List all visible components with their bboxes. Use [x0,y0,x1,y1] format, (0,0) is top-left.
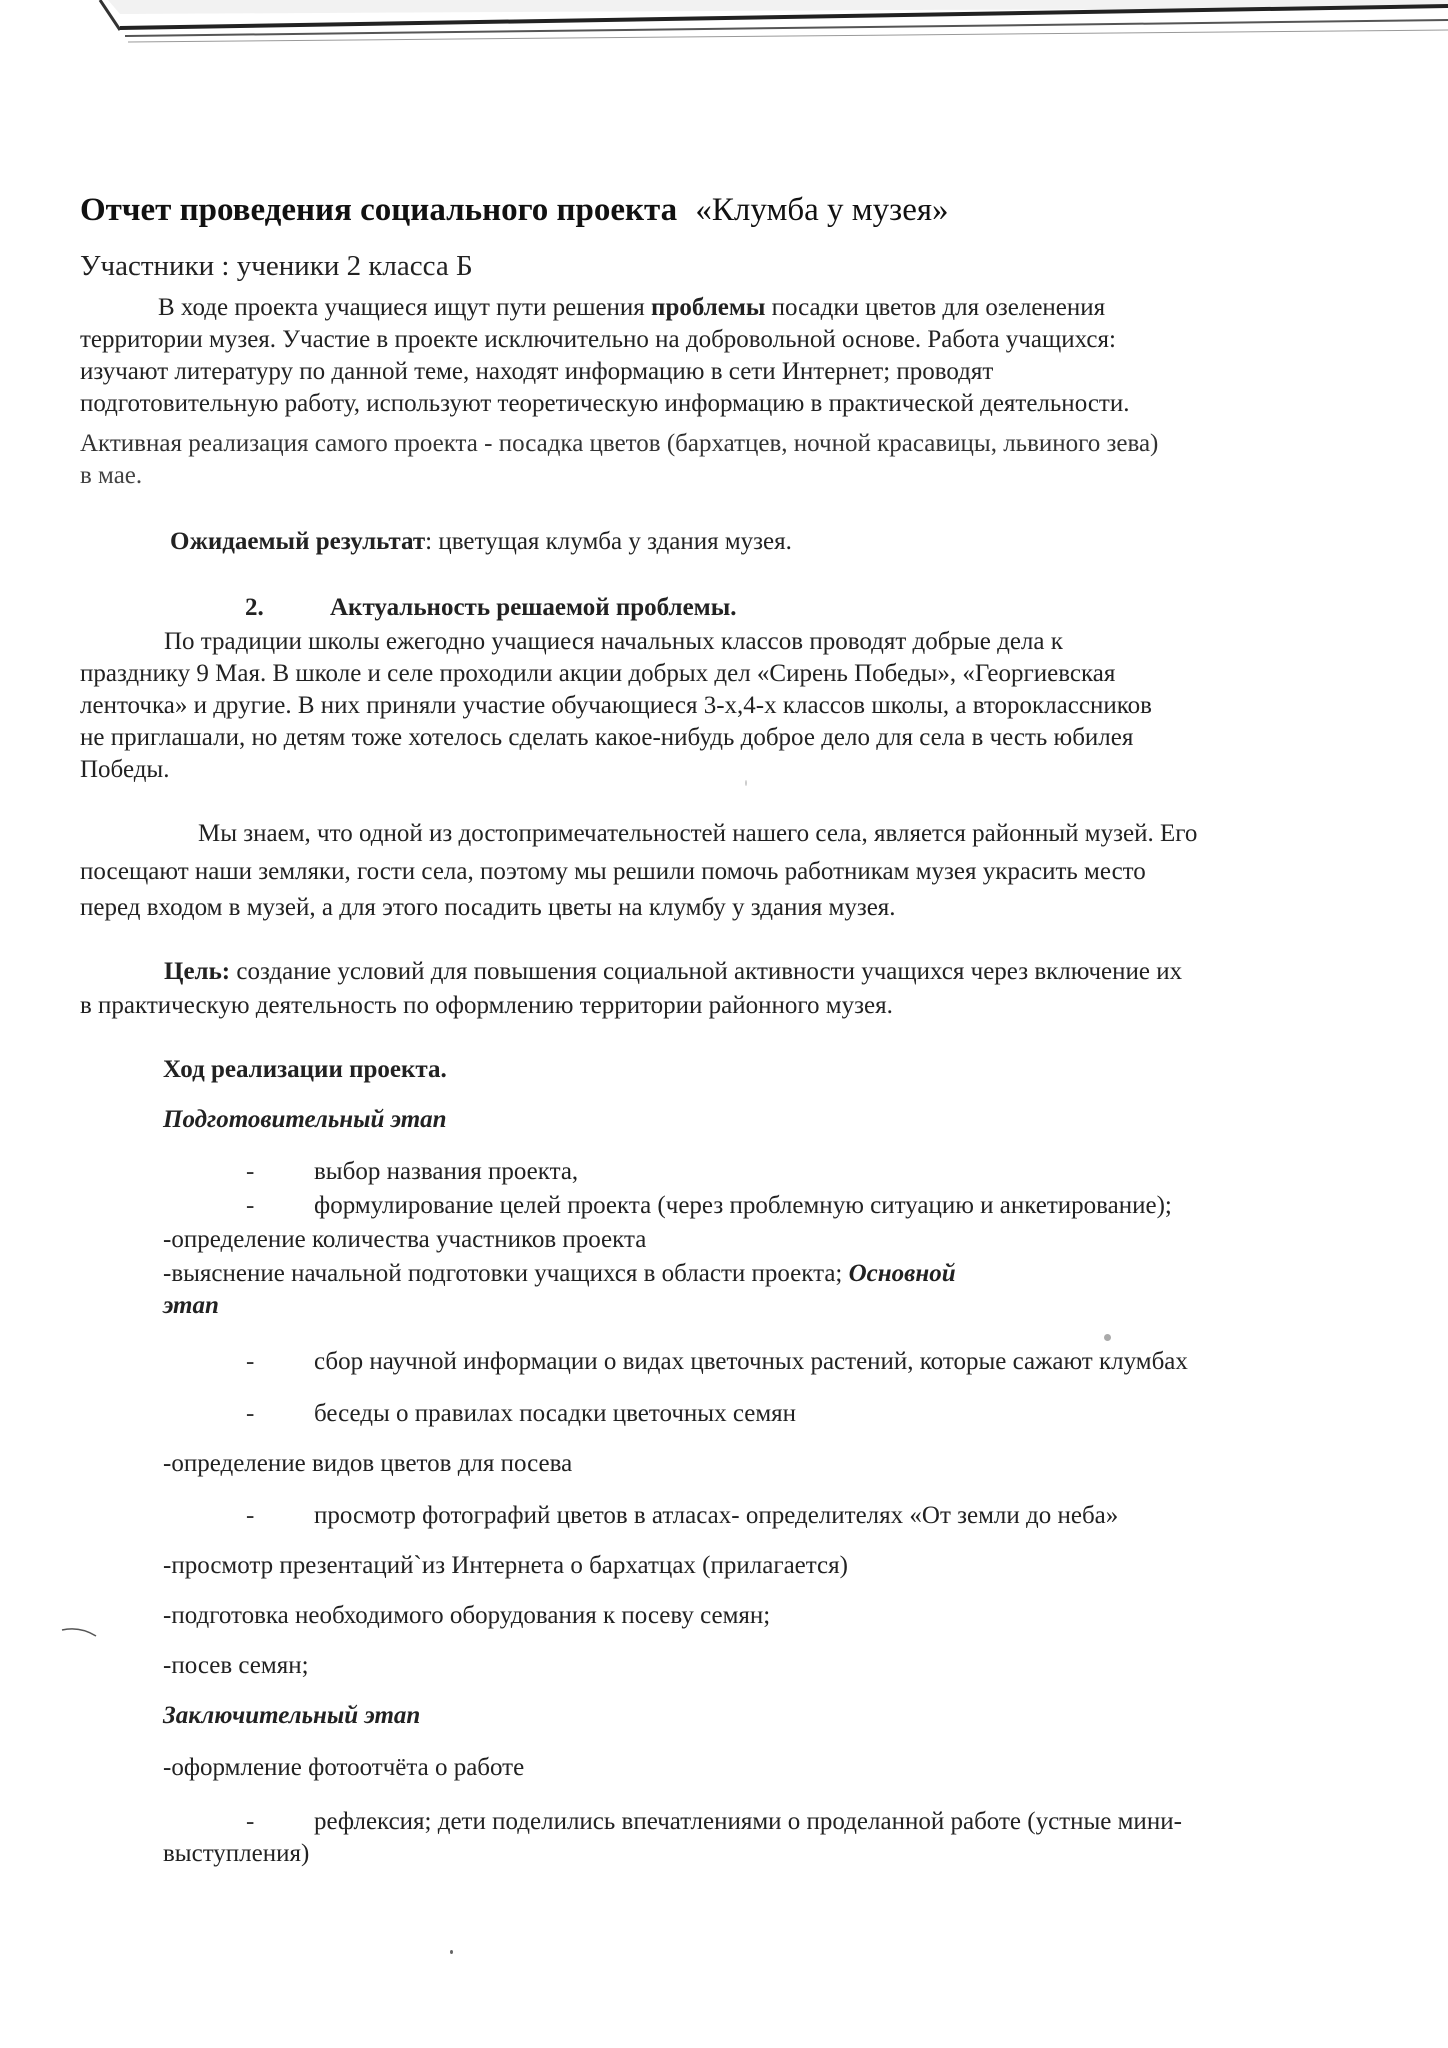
goal-line-1 [164,956,1182,988]
main-item-2: беседы о правилах посадки цветочных семян [314,1400,797,1427]
main-item-5: -просмотр презентаций`из Интернета о бархатцах (прилагается) [163,1552,848,1579]
prep-item-4 [163,1258,956,1290]
main-item-1: сбор научной информации о видах цветочных растений, которые сажают клумбах [314,1348,1188,1375]
intro-text-a: В ходе проекта учащиеся ищут пути решения [158,294,652,321]
stage-final-heading: Заключительный этап [163,1702,421,1729]
main-dash-2: - [246,1400,255,1427]
stage-prep-heading: Подготовительный этап [163,1106,447,1133]
main-item-7: -посев семян; [163,1652,309,1679]
section-2-number: 2. [245,594,264,621]
intro-line-3: изучают литературу по данной теме, находят информацию в сети Интернет; проводят [80,358,994,385]
goal-line-2: в практическую деятельность по оформлению территории районного музея. [80,992,893,1019]
museum-line-2: посещают наши земляки, гости села, поэтому мы решили помочь работникам музея украсить место [80,858,1146,885]
prep-item-2: формулирование целей проекта (через проблемную ситуацию и анкетирование); [314,1192,1172,1219]
museum-line-3: перед входом в музей, а для этого посадить цветы на клумбу у здания музея. [80,894,896,921]
section-2-line-5: Победы. [80,756,170,783]
intro-line-4: подготовительную работу, используют теоретическую информацию в практической деятельности. [80,390,1130,417]
scan-speck [745,780,747,786]
section-2-line-3: ленточка» и другие. В них приняли участие обучающиеся 3-х,4-х классов школы, а второклассников [80,692,1152,719]
participants-line: Участники : ученики 2 класса Б [80,250,473,282]
final-item-3: выступления) [163,1840,310,1867]
intro-text-c: посадки цветов для озеленения [765,294,1106,321]
scan-speck [450,1950,453,1954]
section-2-line-4: не приглашали, но детям тоже хотелось сделать какое-нибудь доброе дело для села в честь юбилея [80,724,1134,751]
title-bold: Отчет проведения социального проекта [80,192,678,228]
title-quote: «Клумба у музея» [695,192,949,228]
intro-line-2: территории музея. Участие в проекте исключительно на добровольной основе. Работа учащихся: [80,326,1116,353]
expected-result [170,526,792,558]
prep-item-1: выбор названия проекта, [314,1158,579,1185]
prep-dash-2: - [246,1192,255,1219]
intro-line-5: Активная реализация самого проекта - посадка цветов (бархатцев, ночной красавицы, львиного зева) [80,430,1159,457]
prep-item-3: -определение количества участников проекта [163,1226,647,1253]
final-item-2: рефлексия; дети поделились впечатлениями о проделанной работе (устные мини- [314,1808,1182,1835]
progress-heading: Ход реализации проекта. [163,1056,447,1083]
museum-line-1: Мы знаем, что одной из достопримечательностей нашего села, является районный музей. Его [198,820,1198,847]
main-item-4: просмотр фотографий цветов в атласах- определителях «От земли до неба» [314,1502,1119,1529]
final-dash-2: - [246,1808,255,1835]
goal-text-1: создание условий для повышения социальной активности учащихся через включение их [230,958,1183,985]
prep-dash-1: - [246,1158,255,1185]
main-dash-4: - [246,1502,255,1529]
intro-bold-problem: проблемы [651,294,766,321]
goal-label: Цель: [164,958,231,985]
expected-text: : цветущая клумба у здания музея. [425,528,792,555]
stage-main-heading-b: этап [163,1292,219,1319]
section-2-heading: Актуальность решаемой проблемы. [330,594,737,621]
section-2-line-1: По традиции школы ежегодно учащиеся начальных классов проводят добрые дела к [164,628,1063,655]
main-item-6: -подготовка необходимого оборудования к посеву семян; [163,1602,771,1629]
scan-stroke [60,1626,100,1640]
expected-label: Ожидаемый результат [170,528,426,555]
intro-line-6: в мае. [80,462,143,489]
prep-item-4-text: -выяснение начальной подготовки учащихся в области проекта; [163,1260,849,1287]
stage-main-heading-a: Основной [848,1260,956,1287]
document-title [80,192,949,229]
final-item-1: -оформление фотоотчёта о работе [163,1754,525,1781]
intro-line-1 [158,292,1105,324]
main-item-3: -определение видов цветов для посева [163,1450,573,1477]
section-2-line-2: празднику 9 Мая. В школе и селе проходили акции добрых дел «Сирень Победы», «Георгиевская [80,660,1116,687]
main-dash-1: - [246,1348,255,1375]
scan-speck [1104,1334,1111,1341]
